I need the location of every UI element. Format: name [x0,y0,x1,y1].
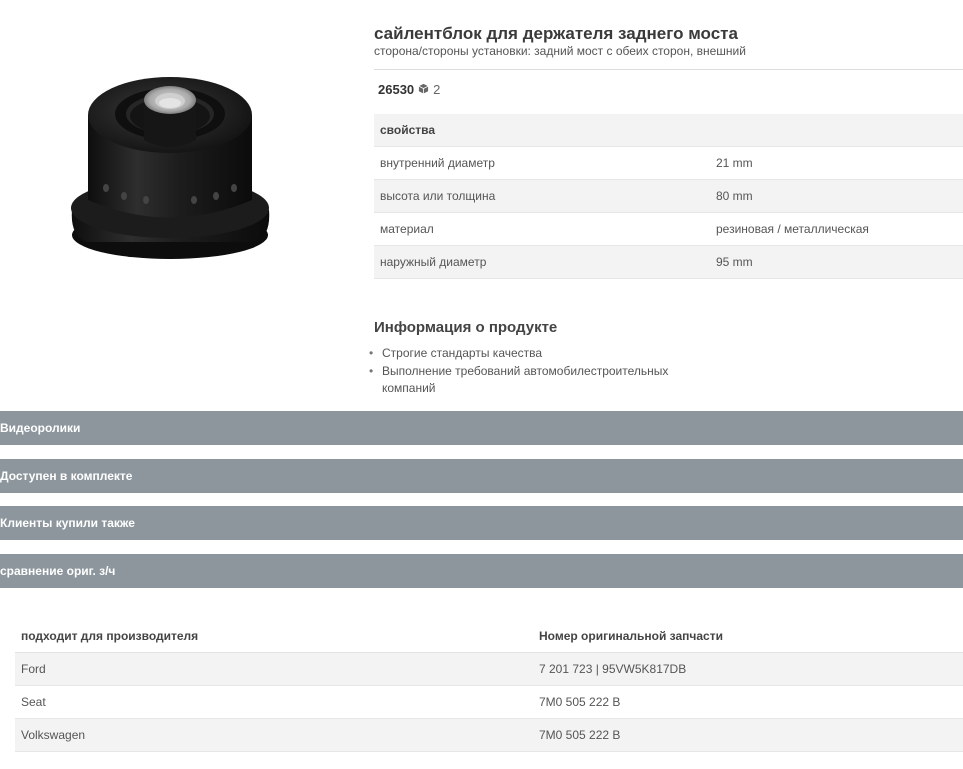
property-value: 95 mm [710,246,963,279]
oe-maker: Ford [15,653,533,686]
oe-header-maker: подходит для производителя [15,620,533,653]
property-value: резиновая / металлическая [710,213,963,246]
product-info-list [368,345,698,398]
oe-header-row [15,620,963,653]
product-title: сайлентблок для держателя заднего моста [374,24,738,43]
property-value: 21 mm [710,147,963,180]
package-count: 2 [433,82,441,97]
accordion-customers-also-bought[interactable]: Клиенты купили также [0,506,963,540]
property-row [374,147,963,180]
property-label: внутренний диаметр [374,147,710,180]
article-row [378,82,440,97]
property-row [374,246,963,279]
property-row [374,213,963,246]
oe-header-number: Номер оригинальной запчасти [533,620,963,653]
divider [374,69,963,70]
oe-maker: Volkswagen [15,719,533,752]
oe-row [15,686,963,719]
oe-maker: Seat [15,686,533,719]
oe-row [15,653,963,686]
properties-heading-row [374,114,963,147]
property-label: материал [374,213,710,246]
oe-row [15,719,963,752]
properties-heading: свойства [374,114,963,147]
oe-number: 7 201 723 | 95VW5K817DB [533,653,963,686]
product-subtitle: сторона/стороны установки: задний мост с обеих сторон, внешний [374,44,746,58]
property-row [374,180,963,213]
product-info-heading: Информация о продукте [374,319,558,336]
oe-numbers-table [15,620,963,752]
product-info-item: • Строгие стандарты качества [368,345,698,362]
accordion-oe-comparison[interactable]: сравнение ориг. з/ч [0,554,963,588]
property-label: наружный диаметр [374,246,710,279]
product-info-item: • Выполнение требований автомобилестроительных компаний [368,363,698,397]
article-number: 26530 [378,82,415,97]
properties-table [374,114,963,279]
product-image [66,70,276,265]
property-label: высота или толщина [374,180,710,213]
property-value: 80 mm [710,180,963,213]
box-icon [418,82,429,97]
accordion-videos[interactable]: Видеоролики [0,411,963,445]
oe-number: 7M0 505 222 B [533,719,963,752]
accordion-available-in-kit[interactable]: Доступен в комплекте [0,459,963,493]
oe-number: 7M0 505 222 B [533,686,963,719]
